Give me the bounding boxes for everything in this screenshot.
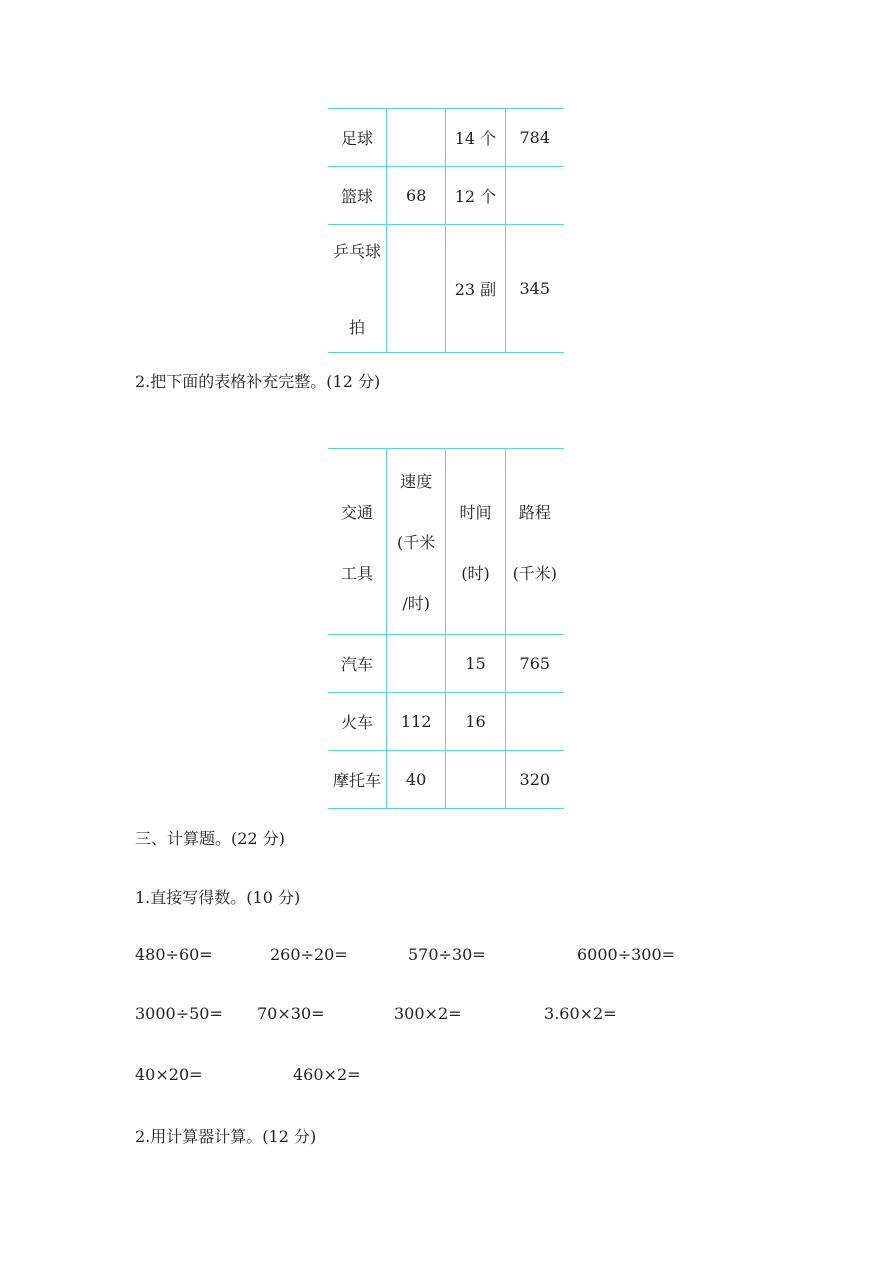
header-cell — [505, 449, 564, 635]
table-cell: 112 — [387, 693, 446, 751]
problem: 460×2= — [293, 1065, 361, 1084]
cell-line: 乒乓球 — [333, 242, 382, 261]
header-cell — [446, 449, 505, 635]
header-cell — [328, 449, 387, 635]
section-title: 三、计算题。(22 分) — [135, 829, 285, 848]
table-row — [328, 167, 564, 225]
cell-line: 速度 — [400, 472, 433, 491]
question-title: 2.把下面的表格补充完整。(12 分) — [135, 372, 381, 391]
problem: 300×2= — [394, 1004, 462, 1023]
problem: 70×30= — [257, 1004, 325, 1023]
table-cell — [446, 751, 505, 809]
table-cell — [387, 109, 446, 167]
transport-table — [328, 448, 564, 809]
table-cell — [328, 225, 387, 353]
table-row — [328, 225, 564, 353]
cell-line: /时) — [402, 594, 430, 613]
table-cell — [387, 225, 446, 353]
table-cell: 16 — [446, 693, 505, 751]
table-cell: 足球 — [328, 109, 387, 167]
cell-line: (千米 — [397, 533, 436, 552]
table-row — [328, 751, 564, 809]
table-cell: 40 — [387, 751, 446, 809]
header-cell — [387, 449, 446, 635]
problem: 6000÷300= — [577, 945, 676, 964]
cell-line: (时) — [461, 563, 490, 583]
cell-line: 路程 — [518, 502, 551, 522]
table-cell: 14 个 — [446, 109, 505, 167]
table-cell: 摩托车 — [328, 751, 387, 809]
table-cell: 765 — [505, 635, 564, 693]
table-cell: 汽车 — [328, 635, 387, 693]
problem: 40×20= — [135, 1065, 203, 1084]
table-cell: 15 — [446, 635, 505, 693]
table-cell — [387, 635, 446, 693]
cell-line: 工具 — [340, 563, 373, 583]
problem: 570÷30= — [408, 945, 486, 964]
question-title: 2.用计算器计算。(12 分) — [135, 1127, 317, 1146]
table-cell: 320 — [505, 751, 564, 809]
items-table — [328, 108, 564, 353]
table-cell: 12 个 — [446, 167, 505, 225]
problem: 3000÷50= — [135, 1004, 223, 1023]
cell-line: (千米) — [512, 563, 558, 583]
question-title: 1.直接写得数。(10 分) — [135, 888, 301, 907]
table-cell — [505, 693, 564, 751]
cell-line: 时间 — [459, 502, 492, 522]
table-cell: 篮球 — [328, 167, 387, 225]
table-header-row — [328, 449, 564, 635]
table-cell: 23 副 — [446, 225, 505, 353]
cell-line: 交通 — [340, 502, 373, 522]
table-cell: 345 — [505, 225, 564, 353]
table-cell — [505, 167, 564, 225]
table-cell: 火车 — [328, 693, 387, 751]
problem: 260÷20= — [270, 945, 348, 964]
table-cell: 784 — [505, 109, 564, 167]
table-row — [328, 693, 564, 751]
problem: 480÷60= — [135, 945, 213, 964]
problem: 3.60×2= — [544, 1004, 617, 1023]
cell-line: 拍 — [349, 318, 366, 337]
table-row — [328, 635, 564, 693]
table-cell: 68 — [387, 167, 446, 225]
table-row — [328, 109, 564, 167]
